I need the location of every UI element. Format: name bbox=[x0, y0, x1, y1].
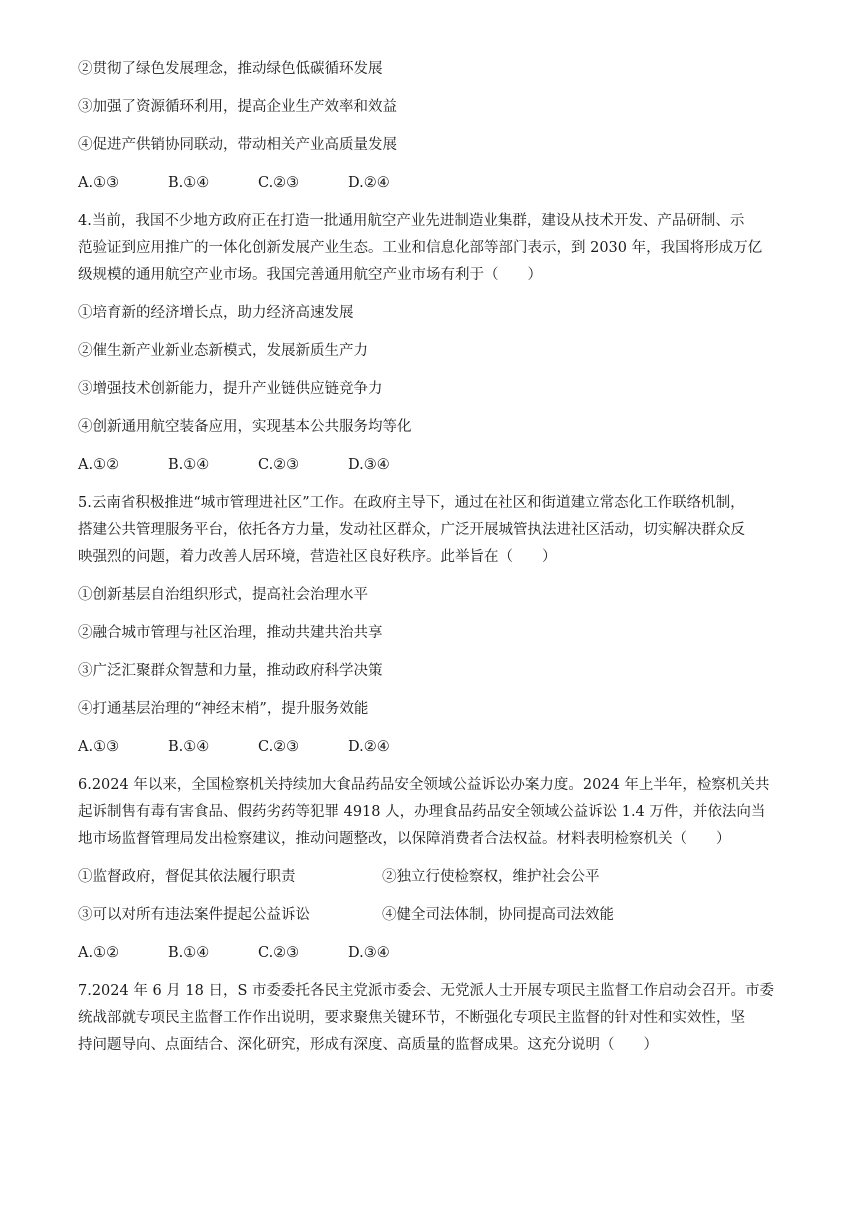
q3-option-3: ③加强了资源循环利用，提高企业生产效率和效益 bbox=[78, 99, 397, 115]
q5-option-1: ①创新基层自治组织形式，提高社会治理水平 bbox=[78, 587, 368, 603]
q6-stem bbox=[78, 776, 788, 849]
q7-stem bbox=[78, 982, 788, 1055]
q4-option-2: ②催生新产业新业态新模式，发展新质生产力 bbox=[78, 343, 368, 359]
choice-a: A.①③ bbox=[78, 739, 120, 755]
choice-a: A.①② bbox=[78, 945, 120, 961]
q7-stem-line: 统战部就专项民主监督工作作出说明，要求聚焦关键环节，不断强化专项民主监督的针对性和实效性，坚 bbox=[78, 1010, 745, 1026]
q7-stem-line: 持问题导向、点面结合、深化研究，形成有深度、高质量的监督成果。这充分说明（ ） bbox=[78, 1037, 658, 1053]
q6-stem-line: 6.2024 年以来，全国检察机关持续加大食品药品安全领域公益诉讼办案力度。2024 年上半年，检察机关共 bbox=[78, 777, 770, 793]
exam-page bbox=[78, 60, 788, 1055]
q6-option-3: ③可以对所有违法案件提起公益诉讼 bbox=[78, 907, 310, 923]
q4-option-3: ③增强技术创新能力，提升产业链供应链竞争力 bbox=[78, 381, 383, 397]
q4-option-4: ④创新通用航空装备应用，实现基本公共服务均等化 bbox=[78, 419, 412, 435]
q5-stem bbox=[78, 494, 788, 567]
choice-a: A.①③ bbox=[78, 175, 120, 191]
choice-a: A.①② bbox=[78, 457, 120, 473]
q5-stem-line: 映强烈的问题，着力改善人居环境，营造社区良好秩序。此举旨在（ ） bbox=[78, 549, 557, 565]
choice-b: B.①④ bbox=[168, 739, 210, 755]
q6-choices bbox=[78, 944, 788, 963]
q7-stem-line: 7.2024 年 6 月 18 日，S 市委委托各民主党派市委会、无党派人士开展专项民主监督工作启动会召开。市委 bbox=[78, 983, 774, 999]
q4-stem-line: 范验证到应用推广的一体化创新发展产业生态。工业和信息化部等部门表示，到 2030 年，我国将形成万亿 bbox=[78, 240, 763, 256]
choice-c: C.②③ bbox=[258, 945, 300, 961]
choice-d: D.②④ bbox=[348, 739, 390, 755]
choice-c: C.②③ bbox=[258, 175, 300, 191]
q5-option-2: ②融合城市管理与社区治理，推动共建共治共享 bbox=[78, 625, 383, 641]
q3-option-2: ②贯彻了绿色发展理念，推动绿色低碳循环发展 bbox=[78, 61, 383, 77]
choice-c: C.②③ bbox=[258, 457, 300, 473]
q4-option-1: ①培育新的经济增长点，助力经济高速发展 bbox=[78, 305, 354, 321]
q3-option-4: ④促进产供销协同联动，带动相关产业高质量发展 bbox=[78, 137, 397, 153]
choice-b: B.①④ bbox=[168, 945, 210, 961]
q4-stem-line: 级规模的通用航空产业市场。我国完善通用航空产业市场有利于（ ） bbox=[78, 267, 542, 283]
q6-option-2: ②独立行使检察权，维护社会公平 bbox=[382, 869, 600, 885]
choice-b: B.①④ bbox=[168, 457, 210, 473]
q3-choices bbox=[78, 174, 788, 193]
q6-stem-line: 地市场监督管理局发出检察建议，推动问题整改，以保障消费者合法权益。材料表明检察机关（ ） bbox=[78, 831, 731, 847]
q6-options-row-1 bbox=[78, 868, 788, 887]
q5-stem-line: 5.云南省积极推进“城市管理进社区”工作。在政府主导下，通过在社区和街道建立常态化工作联络机制， bbox=[78, 495, 745, 511]
choice-d: D.③④ bbox=[348, 457, 390, 473]
q5-stem-line: 搭建公共管理服务平台，依托各方力量，发动社区群众，广泛开展城管执法进社区活动，切实解决群众反 bbox=[78, 522, 745, 538]
q4-stem-line: 4.当前，我国不少地方政府正在打造一批通用航空产业先进制造业集群，建设从技术开发、产品研制、示 bbox=[78, 213, 745, 229]
q4-choices bbox=[78, 456, 788, 475]
choice-b: B.①④ bbox=[168, 175, 210, 191]
choice-d: D.③④ bbox=[348, 945, 390, 961]
choice-c: C.②③ bbox=[258, 739, 300, 755]
q5-option-3: ③广泛汇聚群众智慧和力量，推动政府科学决策 bbox=[78, 663, 383, 679]
q4-stem bbox=[78, 212, 788, 285]
q5-choices bbox=[78, 738, 788, 757]
choice-d: D.②④ bbox=[348, 175, 390, 191]
q6-option-4: ④健全司法体制，协同提高司法效能 bbox=[382, 907, 614, 923]
q6-options-row-2 bbox=[78, 906, 788, 925]
q6-option-1: ①监督政府，督促其依法履行职责 bbox=[78, 869, 296, 885]
q5-option-4: ④打通基层治理的“神经末梢”，提升服务效能 bbox=[78, 701, 369, 717]
q6-stem-line: 起诉制售有毒有害食品、假药劣药等犯罪 4918 人，办理食品药品安全领域公益诉讼 1.4 万件，并依法向当 bbox=[78, 804, 766, 820]
